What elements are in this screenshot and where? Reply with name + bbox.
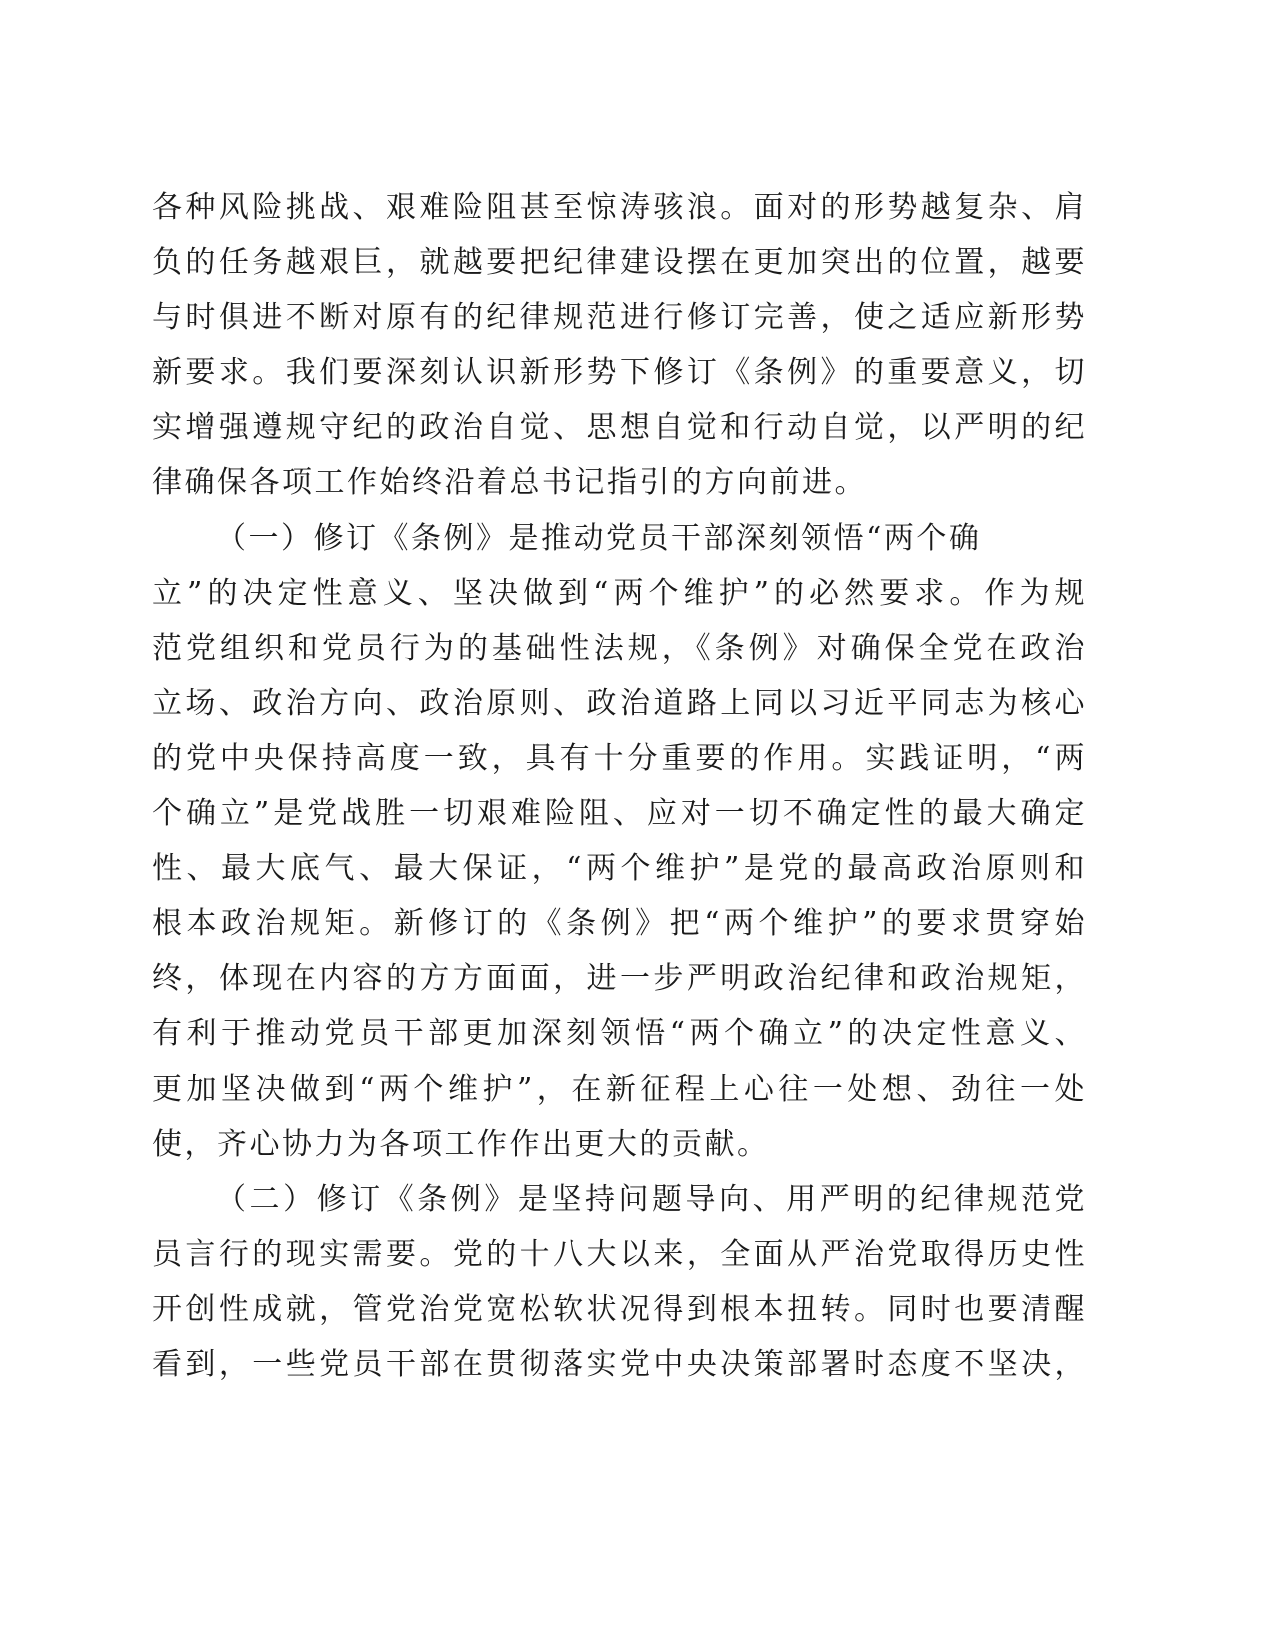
text-line: 有利于推动党员干部更加深刻领悟“两个确立”的决定性意义、 (152, 1016, 1087, 1052)
paragraph-section-one (152, 511, 1087, 1172)
text-line: 开创性成就，管党治党宽松软状况得到根本扭转。同时也要清醒 (152, 1291, 1087, 1327)
text-line: 使，齐心协力为各项工作作出更大的贡献。 (152, 1126, 770, 1162)
text-line: 立”的决定性意义、坚决做到“两个维护”的必然要求。作为规 (152, 575, 1087, 611)
text-line: 新要求。我们要深刻认识新形势下修订《条例》的重要意义，切 (152, 355, 1087, 391)
text-line: 各种风险挑战、艰难险阻甚至惊涛骇浪。面对的形势越复杂、肩 (152, 190, 1087, 225)
text-line: 实增强遵规守纪的政治自觉、思想自觉和行动自觉，以严明的纪 (152, 410, 1087, 446)
text-line: 个确立”是党战胜一切艰难险阻、应对一切不确定性的最大确定 (152, 796, 1087, 832)
section-one-heading-line: （一）修订《条例》是推动党员干部深刻领悟“两个确 (216, 520, 982, 556)
text-line: 范党组织和党员行为的基础性法规，《条例》对确保全党在政治 (152, 630, 1087, 666)
document-body (152, 180, 1087, 1392)
text-line: 律确保各项工作始终沿着总书记指引的方向前进。 (152, 465, 867, 501)
text-line: 与时俱进不断对原有的纪律规范进行修订完善，使之适应新形势 (152, 300, 1087, 336)
section-two-heading-line: （二）修订《条例》是坚持问题导向、用严明的纪律规范党 (216, 1181, 1087, 1217)
text-line: 更加坚决做到“两个维护”，在新征程上心往一处想、劲往一处 (152, 1071, 1087, 1107)
paragraph-intro (152, 180, 1087, 511)
text-line: 根本政治规矩。新修订的《条例》把“两个维护”的要求贯穿始 (152, 906, 1087, 942)
text-line: 负的任务越艰巨，就越要把纪律建设摆在更加突出的位置，越要 (152, 245, 1087, 281)
paragraph-section-two (152, 1172, 1087, 1392)
text-line: 看到，一些党员干部在贯彻落实党中央决策部署时态度不坚决， (152, 1346, 1087, 1382)
text-line: 性、最大底气、最大保证，“两个维护”是党的最高政治原则和 (152, 851, 1087, 887)
text-line: 终，体现在内容的方方面面，进一步严明政治纪律和政治规矩， (152, 961, 1087, 997)
text-line: 的党中央保持高度一致，具有十分重要的作用。实践证明，“两 (152, 740, 1087, 776)
text-line: 员言行的现实需要。党的十八大以来，全面从严治党取得历史性 (152, 1236, 1087, 1272)
text-line: 立场、政治方向、政治原则、政治道路上同以习近平同志为核心 (152, 685, 1087, 721)
